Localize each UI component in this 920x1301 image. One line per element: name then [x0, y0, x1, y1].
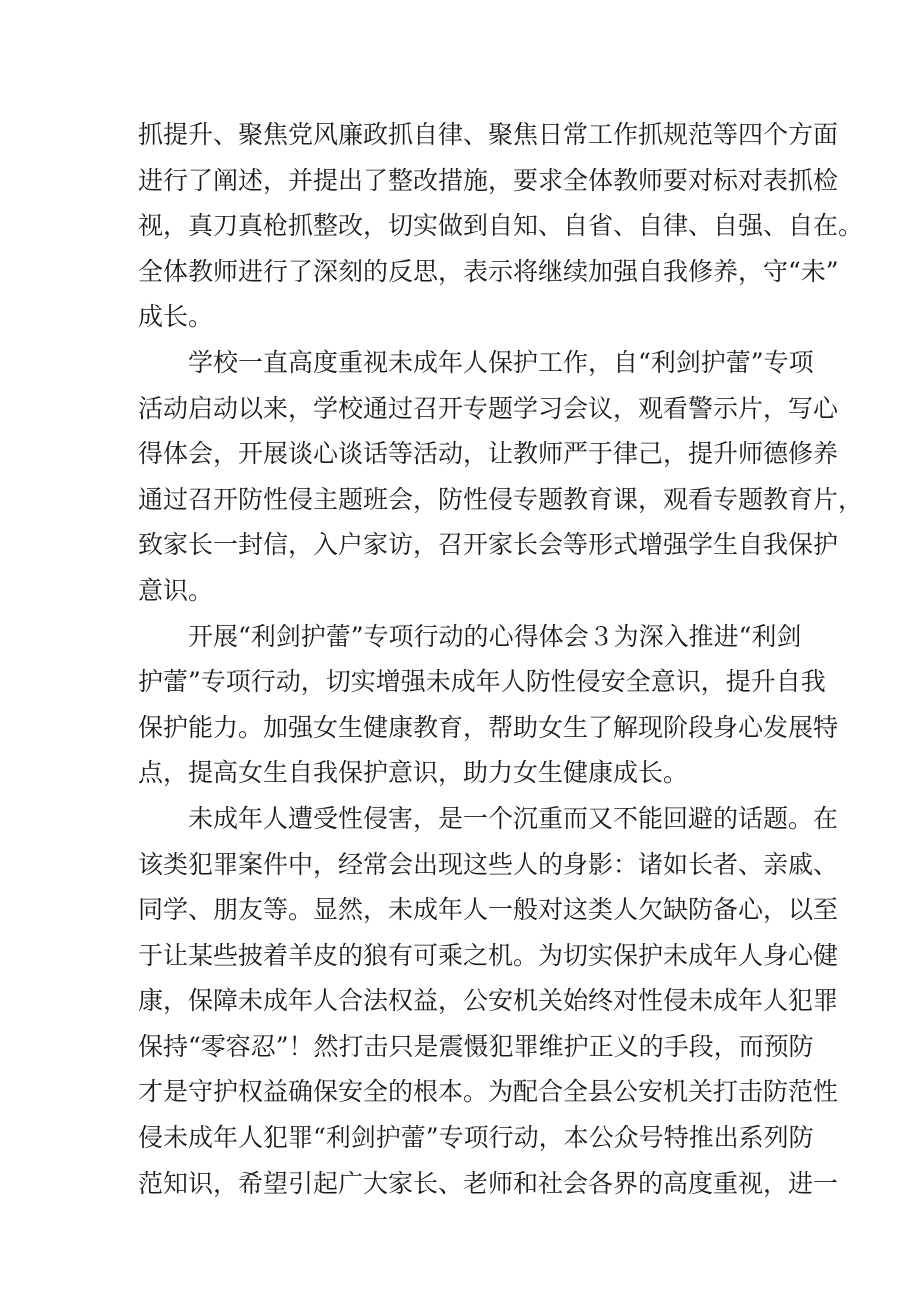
- text-line: 保持“零容忍”！然打击只是震慑犯罪维护正义的手段，而预防: [138, 1031, 814, 1061]
- text-line: 意识。: [138, 575, 214, 605]
- paragraph-first-line: 开展“利剑护蕾”专项行动的心得体会３为深入推进“利剑: [188, 621, 802, 651]
- text-line: 抓提升、聚焦党风廉政抓自律、聚焦日常工作抓规范等四个方面: [138, 120, 839, 149]
- text-line: 护蕾”专项行动，切实增强未成年人防性侵安全意识，提升自我: [138, 667, 826, 697]
- text-line: 保护能力。加强女生健康教育，帮助女生了解现阶段身心发展特: [138, 712, 839, 742]
- text-line: 活动启动以来，学校通过召开专题学习会议，观看警示片，写心: [138, 393, 839, 423]
- document-body: [138, 112, 864, 1206]
- text-line: 进行了阐述，并提出了整改措施，要求全体教师要对标对表抓检: [138, 165, 839, 195]
- paragraph-first-line: 学校一直高度重视未成年人保护工作，自“利剑护蕾”专项: [188, 347, 814, 377]
- text-line: 得体会，开展谈心谈话等活动，让教师严于律己，提升师德修养: [138, 439, 839, 469]
- text-line: 视，真刀真枪抓整改，切实做到自知、自省、自律、自强、自在。: [138, 211, 864, 241]
- text-line: 致家长一封信，入户家访，召开家长会等形式增强学生自我保护: [138, 530, 839, 560]
- text-line: 该类犯罪案件中，经常会出现这些人的身影：诸如长者、亲戚、: [138, 849, 839, 879]
- text-line: 范知识，希望引起广大家长、老师和社会各界的高度重视，进一: [138, 1168, 839, 1198]
- text-line: 侵未成年人犯罪“利剑护蕾”专项行动，本公众号特推出系列防: [138, 1123, 814, 1153]
- paragraph-first-line: 未成年人遭受性侵害，是一个沉重而又不能回避的话题。在: [188, 803, 839, 833]
- text-line: 康，保障未成年人合法权益，公安机关始终对性侵未成年人犯罪: [138, 986, 839, 1016]
- text-line: 通过召开防性侵主题班会，防性侵专题教育课，观看专题教育片，: [138, 484, 864, 514]
- text-line: 成长。: [138, 302, 214, 332]
- text-line: 同学、朋友等。显然，未成年人一般对这类人欠缺防备心，以至: [138, 895, 839, 925]
- text-line: 全体教师进行了深刻的反思，表示将继续加强自我修养，守“未”: [138, 256, 839, 286]
- text-line: 才是守护权益确保安全的根本。为配合全县公安机关打击防范性: [138, 1077, 839, 1107]
- text-line: 于让某些披着羊皮的狼有可乘之机。为切实保护未成年人身心健: [138, 940, 839, 970]
- text-line: 点，提高女生自我保护意识，助力女生健康成长。: [138, 758, 689, 788]
